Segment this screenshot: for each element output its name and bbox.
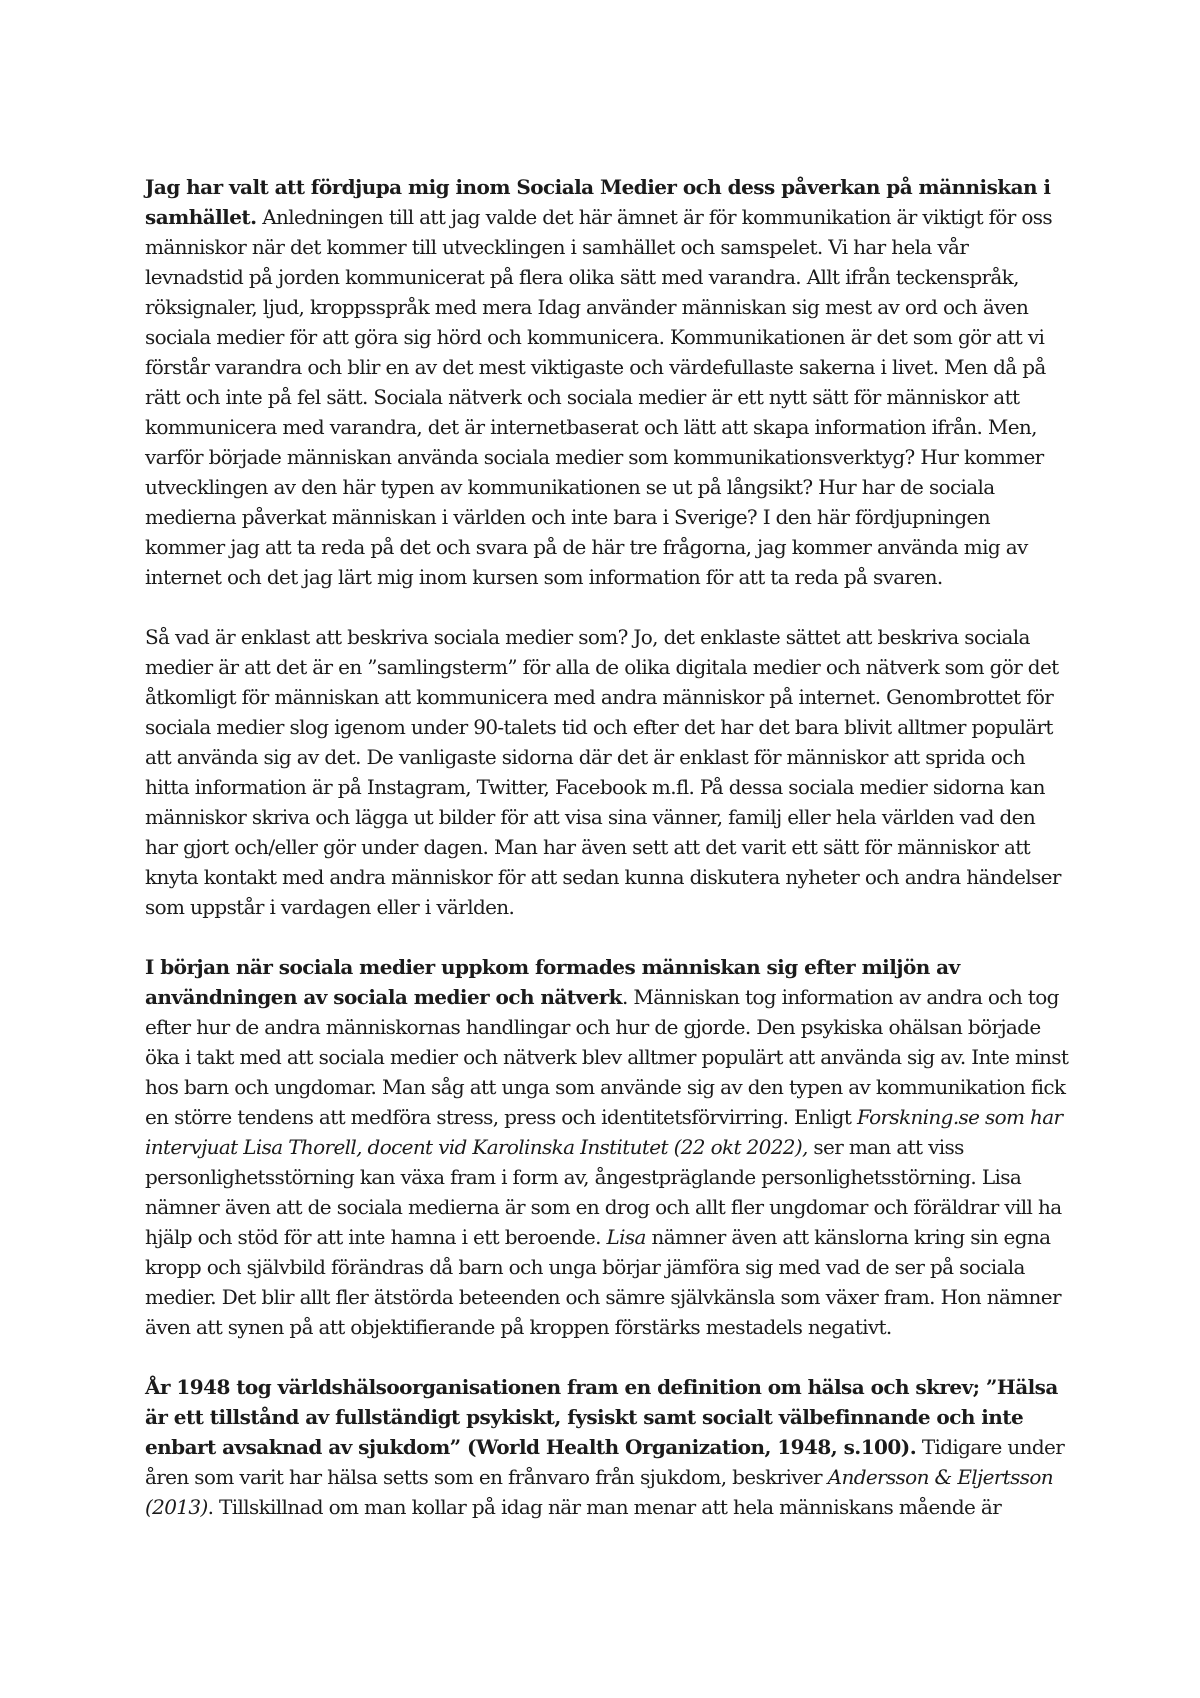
paragraph-definition — [145, 622, 1070, 922]
paragraph-who-definition — [145, 1372, 1070, 1522]
citation-lisa: Lisa — [606, 1225, 646, 1249]
who-heading-text: År 1948 tog världshälsoorganisationen fram en definition om hälsa och skrev; ”Hälsa är ett tillstånd av fullständigt psykiskt, fysiskt samt socialt välbefinnande och inte enbart avsaknad av sjukdom” (World Health Organization, 1948, s.100). — [145, 1375, 1058, 1459]
mental-health-body-text-3: nämner även att känslorna kring sin egna kropp och självbild förändras då barn och unga börjar jämföra sig med vad de ser på sociala medier. Det blir allt fler ätstörda beteenden och sämre självkänsla som växer fram. Hon nämner även att synen på att objektifierande på kroppen förstärks mestadels negativt. — [145, 1225, 1061, 1339]
mental-health-body-text: . Människan tog information av andra och tog efter hur de andra människornas handlingar och hur de gjorde. Den psykiska ohälsan började öka i takt med att sociala medier och nätverk blev alltmer populärt att använda sig av. Inte minst hos barn och ungdomar. Man såg att unga som använde sig av den typen av kommunikation fick en större tendens att medföra stress, press och identitetsförvirring. Enligt — [145, 985, 1069, 1129]
document-body — [145, 172, 1070, 1552]
intro-heading-text: Jag har valt att fördjupa mig inom Sociala Medier och dess påverkan på människan i samhället. — [145, 175, 1051, 229]
definition-body-text: Så vad är enklast att beskriva sociala medier som? Jo, det enklaste sättet att beskriva sociala medier är att det är en ”samlingsterm” för alla de olika digitala medier och nätverk som gör det åtkomligt för människan att kommunicera med andra människor på internet. Genombrottet för sociala medier slog igenom under 90-talets tid och efter det har det bara blivit alltmer populärt att använda sig av det. De vanligaste sidorna där det är enklast för människor att sprida och hitta information är på Instagram, Twitter, Facebook m.fl. På dessa sociala medier sidorna kan människor skriva och lägga ut bilder för att visa sina vänner, familj eller hela världen vad den har gjort och/eller gör under dagen. Man har även sett att det varit ett sätt för människor att knyta kontakt med andra människor för att sedan kunna diskutera nyheter och andra händelser som uppstår i vardagen eller i världen. — [145, 625, 1061, 919]
mental-health-body-text-2: ser man att viss personlighetsstörning kan växa fram i form av, ångestpräglande personlighetsstörning. Lisa nämner även att de sociala medierna är som en drog och allt fler ungdomar och föräldrar vill ha hjälp och stöd för att inte hamna i ett beroende. — [145, 1135, 1062, 1249]
intro-body-text: Anledningen till att jag valde det här ämnet är för kommunikation är viktigt för oss människor när det kommer till utvecklingen i samhället och samspelet. Vi har hela vår levnadstid på jorden kommunicerat på flera olika sätt med varandra. Allt ifrån teckenspråk, röksignaler, ljud, kroppsspråk med mera Idag använder människan sig mest av ord och även sociala medier för att göra sig hörd och kommunicera. Kommunikationen är det som gör att vi förstår varandra och blir en av det mest viktigaste och värdefullaste sakerna i livet. Men då på rätt och inte på fel sätt. Sociala nätverk och sociala medier är ett nytt sätt för människor att kommunicera med varandra, det är internetbaserat och lätt att skapa information ifrån. Men, varför började människan använda sociala medier som kommunikationsverktyg? Hur kommer utvecklingen av den här typen av kommunikationen se ut på långsikt? Hur har de sociala medierna påverkat människan i världen och inte bara i Sverige? I den här fördjupningen kommer jag att ta reda på det och svara på de här tre frågorna, jag kommer använda mig av internet och det jag lärt mig inom kursen som information för att ta reda på svaren. — [145, 205, 1053, 589]
mental-health-heading-text: I början när sociala medier uppkom formades människan sig efter miljön av användningen av sociala medier och nätverk — [145, 955, 960, 1009]
citation-andersson: Andersson & Eljertsson (2013) — [145, 1465, 1053, 1519]
paragraph-mental-health — [145, 952, 1070, 1342]
citation-forskning: Forskning.se som har intervjuat Lisa Thorell, docent vid Karolinska Institutet (22 okt 2022), — [145, 1105, 1063, 1159]
who-body-text-2: . Tillskillnad om man kollar på idag när man menar att hela människans mående är — [207, 1495, 1002, 1519]
paragraph-intro — [145, 172, 1070, 592]
who-body-text: Tidigare under åren som varit har hälsa setts som en frånvaro från sjukdom, beskriver — [145, 1435, 1065, 1489]
